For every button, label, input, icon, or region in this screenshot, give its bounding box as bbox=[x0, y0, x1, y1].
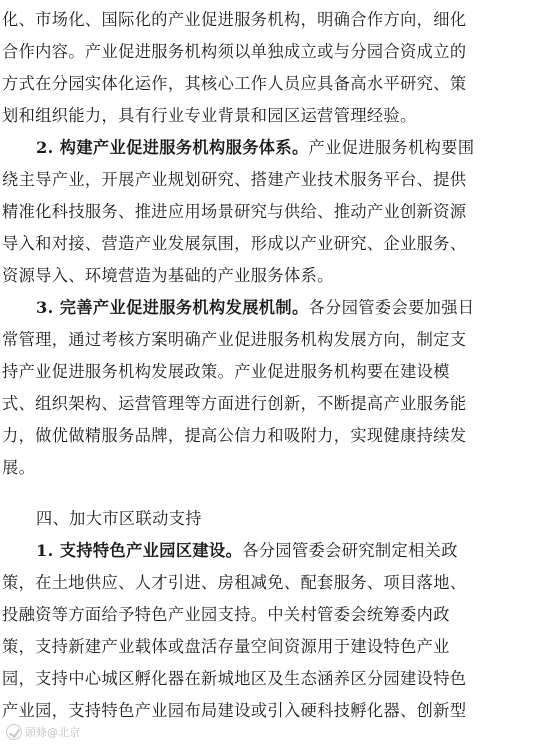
text-line bbox=[0, 164, 551, 196]
text-line bbox=[0, 100, 551, 132]
text-line bbox=[0, 36, 551, 68]
text-span: 持产业促进服务机构发展政策。产业促进服务机构要在建设模 bbox=[2, 362, 450, 381]
text-line bbox=[0, 132, 551, 164]
text-line bbox=[0, 452, 551, 484]
text-span: 产业促进服务机构要围 bbox=[308, 138, 475, 157]
text-line bbox=[0, 228, 551, 260]
text-line bbox=[0, 260, 551, 292]
item-title: 1. 支持特色产业园区建设。 bbox=[36, 541, 243, 560]
text-span: 常管理，通过考核方案明确产业促进服务机构发展方向，制定支 bbox=[2, 330, 467, 349]
text-span: 绕主导产业，开展产业规划研究、搭建产业技术服务平台、提供 bbox=[2, 170, 467, 189]
text-span: 划和组织能力，具有行业专业背景和园区运营管理经验。 bbox=[2, 106, 417, 125]
text-line bbox=[0, 356, 551, 388]
text-span: 投融资等方面给予特色产业园支持。中关村管委会统筹委内政 bbox=[2, 605, 450, 624]
watermark-logo-icon bbox=[6, 724, 22, 740]
text-line bbox=[0, 420, 551, 452]
text-span: 资源导入、环境营造为基础的产业服务体系。 bbox=[2, 266, 334, 285]
text-span: 园，支持中心城区孵化器在新城地区及生态涵养区分园建设特色 bbox=[2, 669, 467, 688]
text-span: 展。 bbox=[2, 458, 36, 477]
text-line bbox=[0, 695, 551, 727]
text-line bbox=[0, 68, 551, 100]
text-line bbox=[0, 599, 551, 631]
item-title: 2. 构建产业促进服务机构服务体系。 bbox=[36, 138, 309, 157]
text-span: 策，支持新建产业载体或盘活存量空间资源用于建设特色产业 bbox=[2, 637, 450, 656]
text-line bbox=[0, 503, 551, 535]
text-line bbox=[0, 631, 551, 663]
text-span: 导入和对接、营造产业发展氛围，形成以产业研究、企业服务、 bbox=[2, 234, 467, 253]
text-line bbox=[0, 388, 551, 420]
text-span: 式、组织架构、运营管理等方面进行创新，不断提高产业服务能 bbox=[2, 394, 467, 413]
text-span: 合作内容。产业促进服务机构须以单独成立或与分园合资成立的 bbox=[2, 42, 467, 61]
text-line bbox=[0, 324, 551, 356]
item-title: 3. 完善产业促进服务机构发展机制。 bbox=[36, 298, 309, 317]
text-span: 产业园，支持特色产业园布局建设或引入硬科技孵化器、创新型 bbox=[2, 701, 467, 720]
text-line bbox=[0, 535, 551, 567]
text-span: 精准化科技服务、推进应用场景研究与供给、推动产业创新资源 bbox=[2, 202, 467, 221]
text-line bbox=[0, 663, 551, 695]
watermark-text: 頭條@北京 bbox=[25, 726, 80, 739]
text-span: 力，做优做精服务品牌，提高公信力和吸附力，实现健康持续发 bbox=[2, 426, 467, 445]
text-line bbox=[0, 4, 551, 36]
text-line bbox=[0, 567, 551, 599]
text-span: 各分园管委会研究制定相关政 bbox=[242, 541, 458, 560]
text-span: 方式在分园实体化运作，其核心工作人员应具备高水平研究、策 bbox=[2, 74, 467, 93]
section-heading: 四、加大市区联动支持 bbox=[36, 509, 202, 528]
watermark bbox=[6, 722, 80, 742]
text-span: 各分园管委会要加强日 bbox=[308, 298, 475, 317]
text-span: 策，在土地供应、人才引进、房租减免、配套服务、项目落地、 bbox=[2, 573, 467, 592]
text-line bbox=[0, 196, 551, 228]
text-line bbox=[0, 292, 551, 324]
text-span: 化、市场化、国际化的产业促进服务机构，明确合作方向，细化 bbox=[2, 10, 467, 29]
